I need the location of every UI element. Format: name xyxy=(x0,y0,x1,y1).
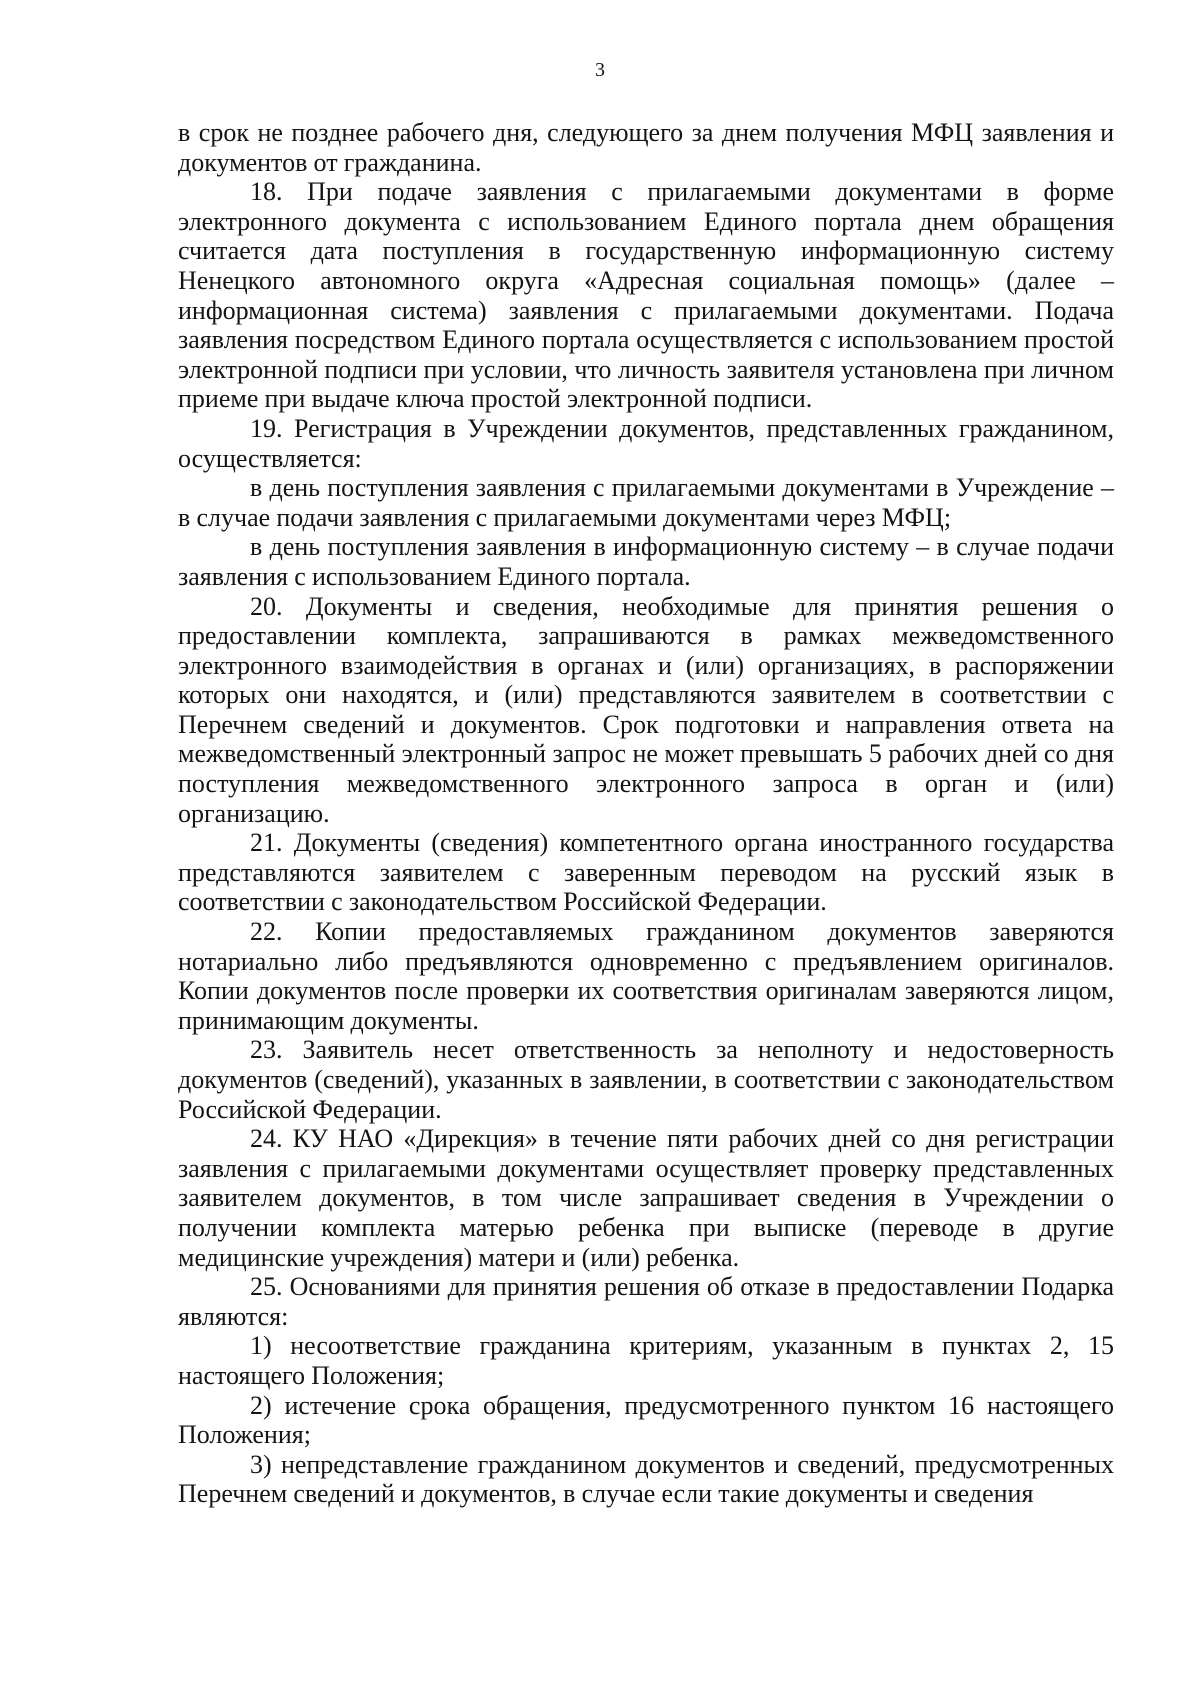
paragraph-22: 22. Копии предоставляемых гражданином документов заверяются нотариально либо предъявляются одновременно с предъявлением оригиналов. Копии документов после проверки их соответствия оригиналам заверяются лицом, принимающим документы. xyxy=(178,917,1114,1035)
paragraph-19-item-a: в день поступления заявления с прилагаемыми документами в Учреждение – в случае подачи заявления с прилагаемыми документами через МФЦ; xyxy=(178,473,1114,532)
paragraph-25-item-1: 1) несоответствие гражданина критериям, указанным в пунктах 2, 15 настоящего Положения; xyxy=(178,1331,1114,1390)
paragraph-25-item-2: 2) истечение срока обращения, предусмотренного пунктом 16 настоящего Положения; xyxy=(178,1390,1114,1450)
paragraph-25-item-3: 3) непредставление гражданином документов и сведений, предусмотренных Перечнем сведений и документов, в случае если такие документы и сведения xyxy=(178,1449,1114,1509)
paragraph-21: 21. Документы (сведения) компетентного органа иностранного государства представляются заявителем с заверенным переводом на русский язык в соответствии с законодательством Российской Федерации. xyxy=(178,828,1114,917)
paragraph-23: 23. Заявитель несет ответственность за неполноту и недостоверность документов (сведений), указанных в заявлении, в соответствии с законодательством Российской Федерации. xyxy=(178,1035,1114,1124)
paragraph-20: 20. Документы и сведения, необходимые для принятия решения о предоставлении комплекта, запрашиваются в рамках межведомственного электронного взаимодействия в органах и (или) организациях, в распоряжении которых они находятся, и (или) представляются заявителем в соответствии с Перечнем сведений и документов. Срок подготовки и направления ответа на межведомственный электронный запрос не может превышать 5 рабочих дней со дня поступления межведомственного электронного запроса в орган и (или) организацию. xyxy=(178,591,1114,828)
paragraph-19-item-b: в день поступления заявления в информационную систему – в случае подачи заявления с использованием Единого портала. xyxy=(178,532,1114,591)
paragraph-19: 19. Регистрация в Учреждении документов, представленных гражданином, осуществляется: xyxy=(178,413,1114,473)
paragraph-25: 25. Основаниями для принятия решения об отказе в предоставлении Подарка являются: xyxy=(178,1272,1114,1331)
page-number: 3 xyxy=(595,59,605,81)
document-body xyxy=(178,118,1114,1509)
paragraph-18: 18. При подаче заявления с прилагаемыми документами в форме электронного документа с использованием Единого портала днем обращения считается дата поступления в государственную информационную систему Ненецкого автономного округа «Адресная социальная помощь» (далее – информационная система) заявления с прилагаемыми документами. Подача заявления посредством Единого портала осуществляется с использованием простой электронной подписи при условии, что личность заявителя установлена при личном приеме при выдаче ключа простой электронной подписи. xyxy=(178,177,1114,414)
paragraph-24: 24. КУ НАО «Дирекция» в течение пяти рабочих дней со дня регистрации заявления с прилагаемыми документами осуществляет проверку представленных заявителем документов, в том числе запрашивает сведения в Учреждении о получении комплекта матерью ребенка при выписке (переводе в другие медицинские учреждения) матери и (или) ребенка. xyxy=(178,1124,1114,1272)
paragraph-continuation: в срок не позднее рабочего дня, следующего за днем получения МФЦ заявления и документов от гражданина. xyxy=(178,118,1114,177)
